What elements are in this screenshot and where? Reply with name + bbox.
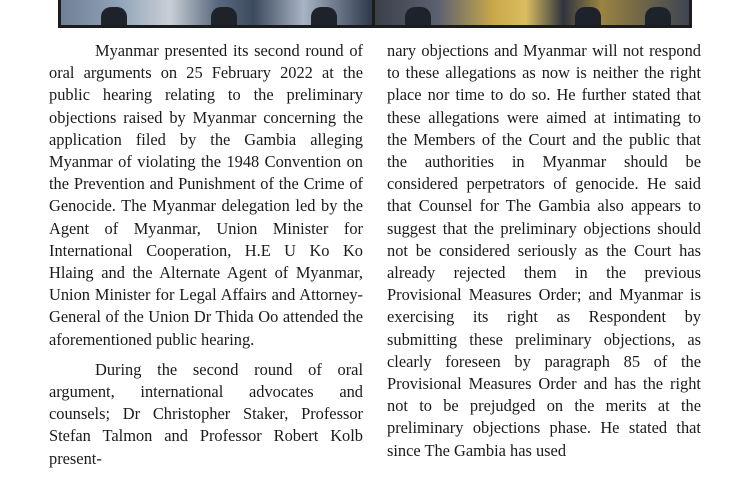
article-column-right (387, 40, 701, 470)
person-silhouette (311, 7, 337, 25)
hearing-photo-left (61, 0, 372, 25)
person-silhouette (575, 7, 601, 25)
person-silhouette (645, 7, 671, 25)
photo-strip (58, 0, 692, 28)
article-paragraph: Myanmar presented its second round of oral arguments on 25 February 2022 at the public hearing relating to the preliminary objections raised by Myanmar concerning the application filed by the Gambia alleging Myanmar of violating the 1948 Convention on the Prevention and Punishment of the Crime of Genocide. The Myanmar delegation led by the Agent of Myanmar, Union Minister for International Cooperation, H.E U Ko Ko Hlaing and the Alternate Agent of Myanmar, Union Minister for Legal Affairs and Attorney-General of the Union Dr Thida Oo attended the aforementioned public hearing. (49, 41, 363, 349)
article-paragraph: nary objections and Myanmar will not respond to these allegations as now is neither the right place nor time to do so. He further stated that these allegations were aimed at intimating to the Members of the Court and the public that the authorities in Myanmar should be considered perpetrators of genocide. He said that Counsel for The Gambia also appears to suggest that the preliminary objections should not be considered seriously as the Court has already rejected them in the previous Provisional Measures Order; and Myanmar is exercising its right as Respondent by submitting these preliminary objections, as clearly foreseen by paragraph 85 of the Provisional Measures Order and has the right not to be prejudged on the merits at the preliminary objections phase. He stated that since The Gambia has used (387, 41, 701, 460)
hearing-photo-right (375, 0, 689, 25)
person-silhouette (101, 7, 127, 25)
article-paragraph: During the second round of oral argument, international advocates and counsels; Dr Christopher Staker, Professor Stefan Talmon and Professor Robert Kolb present- (49, 359, 363, 468)
article-column-left (49, 40, 363, 478)
person-silhouette (211, 7, 237, 25)
person-silhouette (405, 7, 431, 25)
